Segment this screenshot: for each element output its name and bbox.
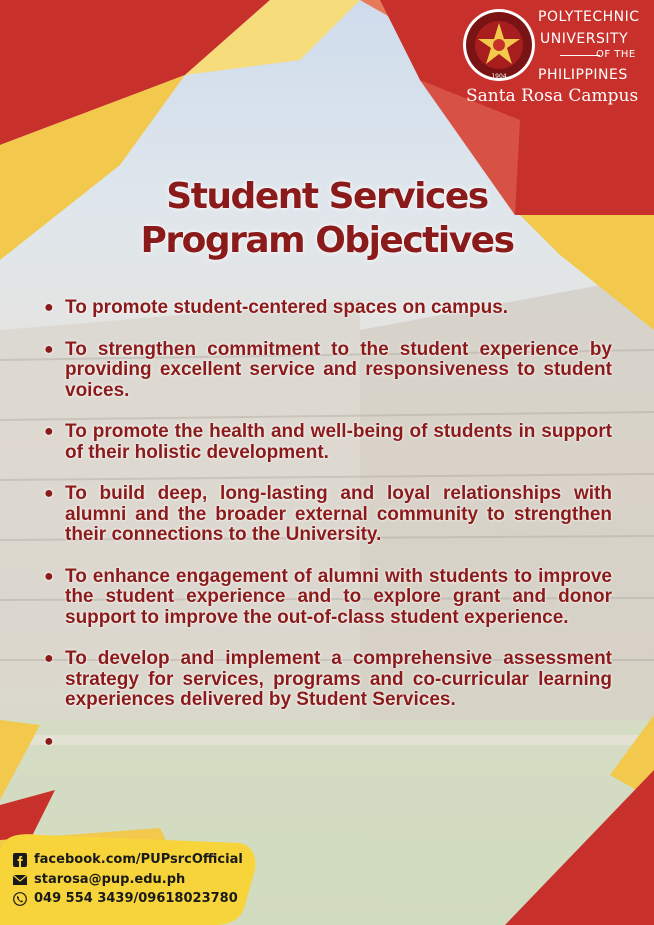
bullet-icon: ●: [44, 340, 54, 358]
objective-text: To promote the health and well-being of students in support of their holistic development.: [65, 421, 612, 463]
objective-item: [44, 484, 612, 546]
campus-name: Santa Rosa Campus: [466, 86, 639, 106]
objective-item: [44, 422, 612, 463]
phone-icon: [12, 892, 28, 906]
bullet-icon: ●: [44, 485, 54, 502]
contact-phone[interactable]: [12, 891, 238, 906]
bullet-icon: ●: [44, 567, 54, 585]
logo-text-university: UNIVERSITY: [540, 31, 629, 47]
objective-text: To enhance engagement of alumni with students to improve the student experience and to explore grant and donor support to improve the out-of-class student experience.: [65, 565, 612, 628]
objectives-list: [44, 297, 612, 750]
bullet-icon: ●: [44, 650, 54, 667]
logo-text-of-the: OF THE: [596, 49, 636, 60]
logo-divider: [560, 55, 600, 56]
email-link[interactable]: starosa@pup.edu.ph: [34, 872, 186, 887]
objective-text: To build deep, long-lasting and loyal relationships with alumni and the broader external community to strengthen their connections to the University.: [65, 483, 612, 545]
bullet-icon: ●: [44, 732, 54, 750]
objective-item: [44, 298, 612, 319]
facebook-link[interactable]: facebook.com/PUPsrcOfficial: [34, 852, 243, 867]
contact-email[interactable]: [12, 872, 185, 887]
objective-text: To promote student-centered spaces on campus.: [65, 297, 509, 318]
page-title-line-1: Student Services: [166, 176, 488, 217]
facebook-icon: [12, 853, 28, 867]
mail-icon: [12, 873, 28, 887]
objective-text: To strengthen commitment to the student experience by providing excellent service and responsiveness to student voices.: [65, 338, 612, 401]
phone-number: 049 554 3439/09618023780: [34, 891, 238, 906]
contact-facebook[interactable]: [12, 852, 243, 867]
objective-item: [44, 340, 612, 402]
university-seal-logo: [462, 8, 536, 82]
logo-text-polytechnic: POLYTECHNIC: [538, 9, 640, 25]
svg-text:1904: 1904: [491, 73, 507, 80]
logo-text-philippines: PHILIPPINES: [538, 67, 628, 83]
page-title-line-2: Program Objectives: [140, 220, 514, 261]
objective-item: [44, 649, 612, 711]
bullet-icon: ●: [44, 423, 54, 440]
objective-item: [44, 567, 612, 629]
bullet-icon: ●: [44, 299, 54, 316]
objective-text: To develop and implement a comprehensive assessment strategy for services, programs and co-curricular learning experiences delivered by Student Services.: [65, 648, 612, 710]
